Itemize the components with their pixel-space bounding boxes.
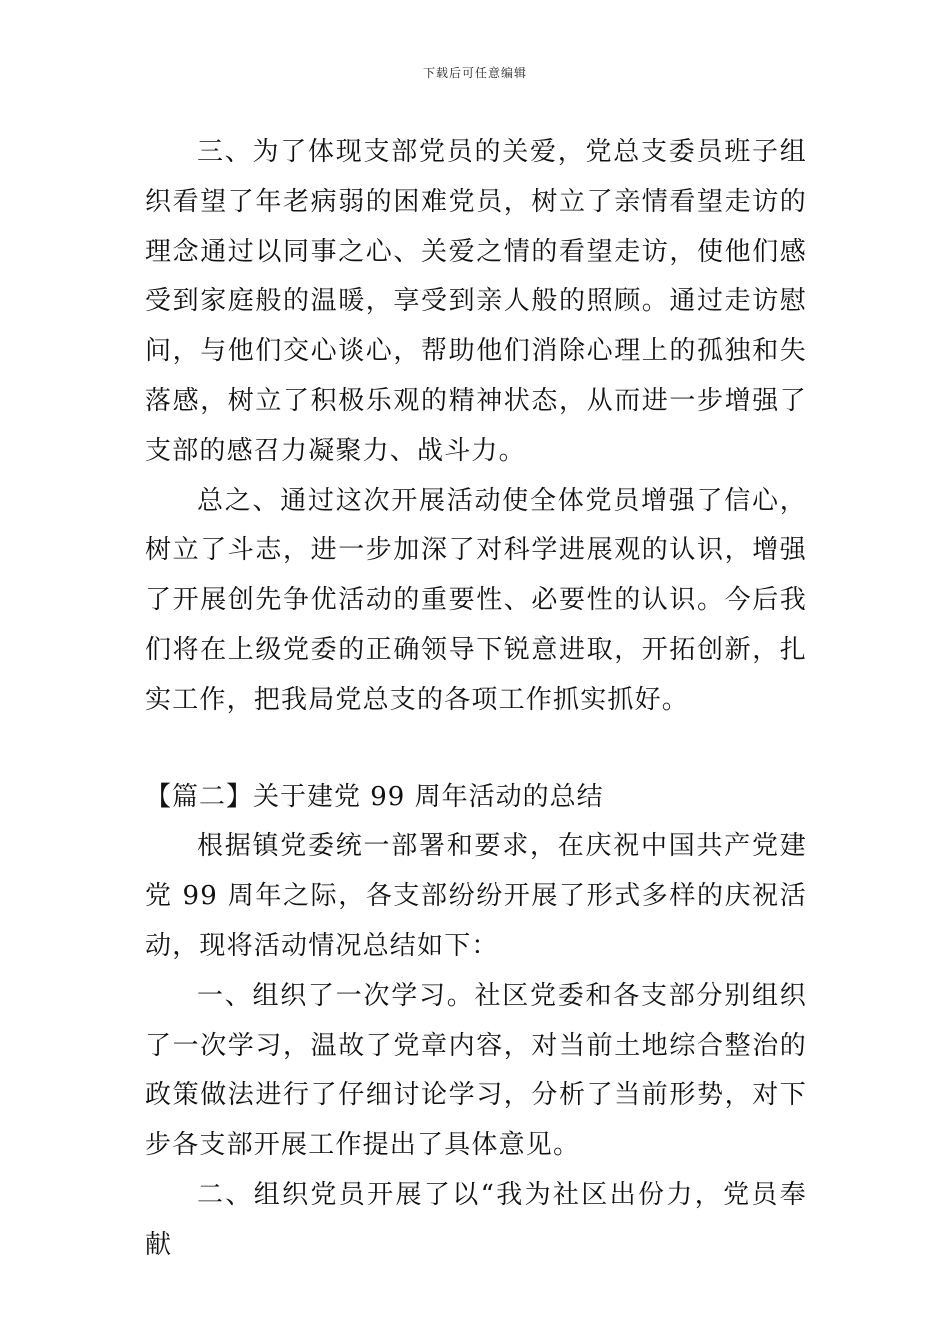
document-body <box>145 128 807 1271</box>
paragraph-intro: 根据镇党委统一部署和要求，在庆祝中国共产党建党 99 周年之际，各支部纷纷开展了形式多样的庆祝活动，现将活动情况总结如下： <box>145 831 807 961</box>
paragraph-study: 一、组织了一次学习。社区党委和各支部分别组织了一次学习，温故了党章内容，对当前土地综合整治的政策做法进行了仔细讨论学习，分析了当前形势，对下步各支部开展工作提出了具体意见。 <box>145 980 807 1161</box>
paragraph-visit-elderly: 三、为了体现支部党员的关爱，党总支委员班子组织看望了年老病弱的困难党员，树立了亲情看望走访的理念通过以同事之心、关爱之情的看望走访，使他们感受到家庭般的温暖，享受到亲人般的照顾。通过走访慰问，与他们交心谈心，帮助他们消除心理上的孤独和失落感，树立了积极乐观的精神状态，从而进一步增强了支部的感召力凝聚力、战斗力。 <box>145 137 807 466</box>
paragraph-activity: 二、组织党员开展了以“我为社区出份力，党员奉献 <box>145 1179 807 1260</box>
page-header: 下载后可任意编辑 <box>422 66 527 80</box>
paragraph-conclusion: 总之、通过这次开展活动使全体党员增强了信心，树立了斗志，进一步加深了对科学进展观的认识，增强了开展创先争优活动的重要性、必要性的认识。今后我们将在上级党委的正确领导下锐意进取，开拓创新，扎实工作，把我局党总支的各项工作抓实抓好。 <box>145 485 807 715</box>
section-title: 【篇二】关于建党 99 周年活动的总结 <box>145 781 604 812</box>
